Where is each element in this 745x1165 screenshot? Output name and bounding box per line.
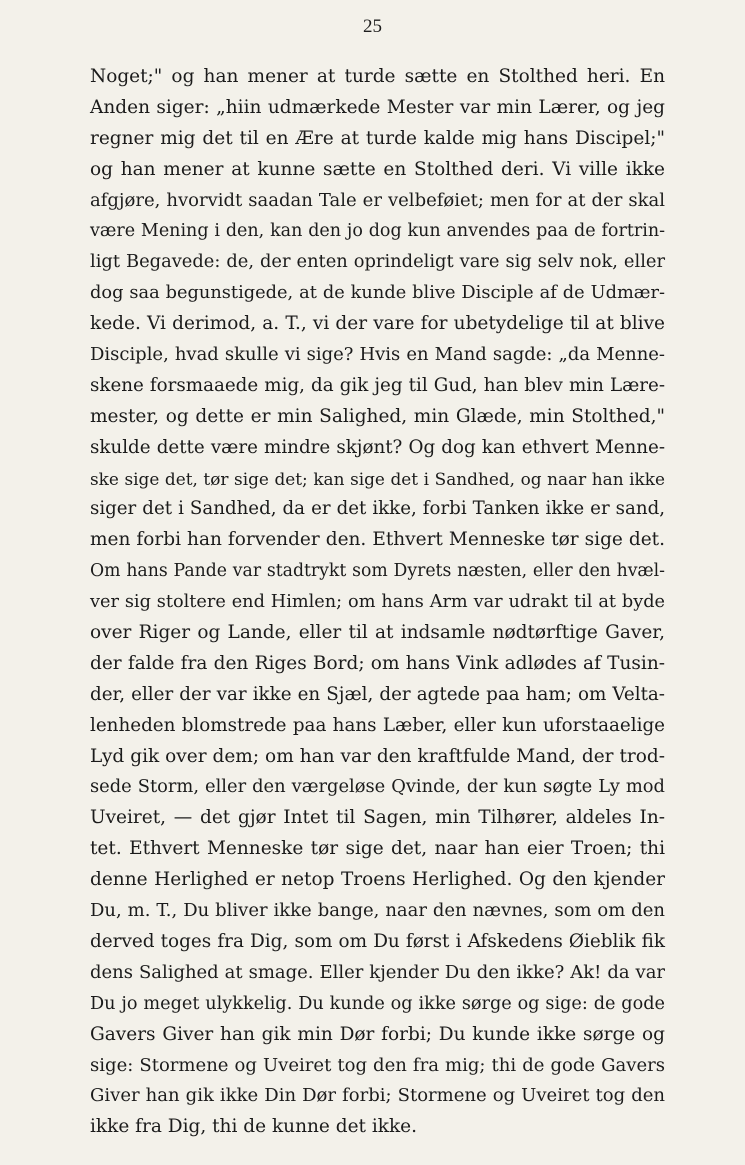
text-line: ske sige det, tør sige det; kan sige det i Sandhed, og naar han ikke (90, 468, 665, 489)
text-line: ligt Begavede: de, der enten oprindeligt vare sig selv nok, eller (90, 251, 665, 273)
text-line: Du, m. T., Du bliver ikke bange, naar den nævnes, som om den (90, 900, 665, 922)
body-text (90, 62, 665, 1143)
text-line: men forbi han forvender den. Ethvert Menneske tør sige det. (90, 529, 665, 551)
text-line: der falde fra den Riges Bord; om hans Vink adlødes af Tusin- (90, 652, 665, 674)
text-line: sige: Stormene og Uveiret tog den fra mig; thi de gode Gavers (90, 1054, 665, 1076)
text-line: Lyd gik over dem; om han var den kraftfulde Mand, der trod- (90, 745, 665, 767)
text-line: være Mening i den, kan den jo dog kun anvendes paa de fortrin- (90, 221, 665, 242)
text-line: dog saa begunstigede, at de kunde blive Disciple af de Udmær- (90, 283, 665, 304)
text-line: dens Salighed at smage. Eller kjender Du den ikke? Ak! da var (90, 961, 665, 983)
text-line: Om hans Pande var stadtrykt som Dyrets næsten, eller den hvæl- (90, 561, 665, 582)
text-line: lenheden blomstrede paa hans Læber, eller kun uforstaaelige (90, 714, 665, 736)
text-line: Du jo meget ulykkelig. Du kunde og ikke sørge og sige: de gode (90, 993, 665, 1014)
text-line: Anden siger: „hiin udmærkede Mester var min Lærer, og jeg (90, 96, 665, 118)
text-line: mester, og dette er min Salighed, min Glæde, min Stolthed," (90, 405, 665, 427)
text-line: Uveiret, — det gjør Intet til Sagen, min Tilhører, aldeles In- (90, 807, 665, 829)
text-line: skene forsmaaede mig, da gik jeg til Gud, han blev min Lære- (90, 374, 665, 396)
text-line: Giver han gik ikke Din Dør forbi; Stormene og Uveiret tog den (90, 1085, 665, 1107)
text-line: Noget;" og han mener at turde sætte en Stolthed heri. En (90, 66, 665, 87)
text-line: kede. Vi derimod, a. T., vi der vare for ubetydelige til at blive (90, 313, 665, 335)
text-line: sede Storm, eller den værgeløse Qvinde, der kun søgte Ly mod (90, 776, 665, 798)
text-line: afgjøre, hvorvidt saadan Tale er velbeføiet; men for at der skal (90, 189, 665, 211)
text-line: skulde dette være mindre skjønt? Og dog kan ethvert Menne- (90, 436, 665, 458)
page-number: 25 (363, 16, 382, 37)
text-line: Disciple, hvad skulle vi sige? Hvis en Mand sagde: „da Menne- (90, 344, 665, 366)
text-line: siger det i Sandhed, da er det ikke, forbi Tanken ikke er sand, (90, 498, 665, 520)
text-line: derved toges fra Dig, som om Du først i Afskedens Øieblik fik (90, 930, 665, 952)
text-line: ikke fra Dig, thi de kunne det ikke. (90, 1116, 417, 1138)
text-line: denne Herlighed er netop Troens Herlighed. Og den kjender (90, 869, 665, 891)
text-line: der, eller der var ikke en Sjæl, der agtede paa ham; om Velta- (90, 683, 665, 705)
text-line: Gavers Giver han gik min Dør forbi; Du kunde ikke sørge og (90, 1023, 665, 1045)
text-line: over Riger og Lande, eller til at indsamle nødtørftige Gaver, (90, 622, 665, 644)
text-line: tet. Ethvert Menneske tør sige det, naar han eier Troen; thi (90, 838, 665, 860)
text-line: og han mener at kunne sætte en Stolthed deri. Vi ville ikke (90, 158, 665, 180)
text-line: regner mig det til en Ære at turde kalde mig hans Discipel;" (90, 127, 665, 149)
text-line: ver sig stoltere end Himlen; om hans Arm var udrakt til at byde (90, 592, 665, 613)
